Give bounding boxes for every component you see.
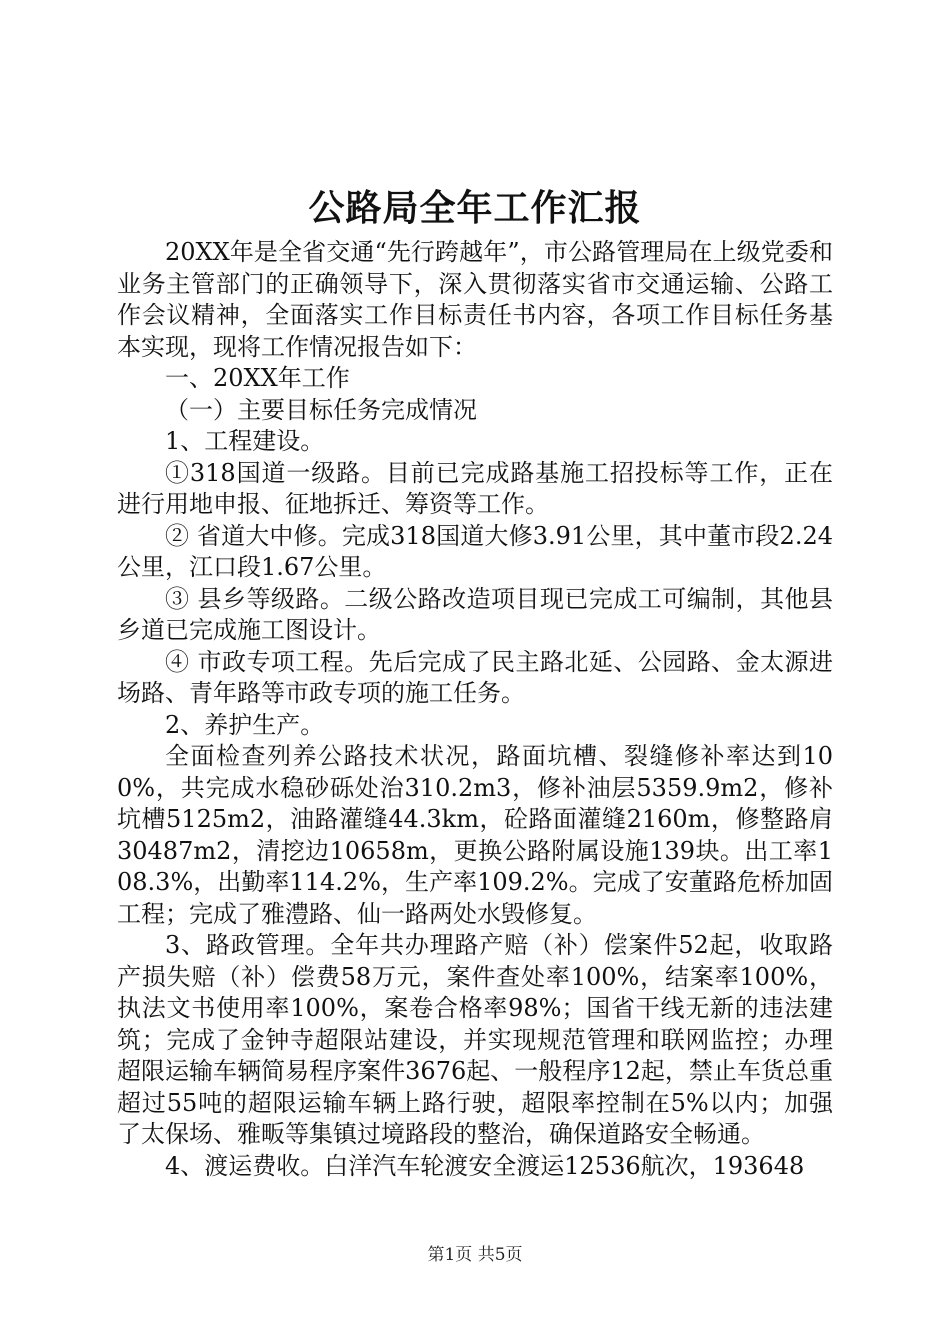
heading-engineering: 1、工程建设。 bbox=[165, 427, 325, 455]
heading-section-1: 一、20XX年工作 bbox=[165, 364, 350, 392]
paragraph-item-1: ①318国道一级路。目前已完成路基施工招投标等工作，正在进行用地申报、征地拆迁、筹资等工作。 bbox=[117, 458, 833, 518]
document-body bbox=[117, 237, 833, 1182]
page-number: 第1页 共5页 bbox=[427, 1245, 523, 1265]
heading-subsection-1: （一）主要目标任务完成情况 bbox=[165, 395, 477, 424]
paragraph-maintenance: 全面检查列养公路技术状况，路面坑槽、裂缝修补率达到100%，共完成水稳砂砾处治310.2m3，修补油层5359.9m2，修补坑槽5125m2，油路灌缝44.3km，砼路面灌缝2160m，修整路肩30487m2，清挖边10658m，更换公路附属设施139块。出工率108.3%，出勤率114.2%，生产率109.2%。完成了安董路危桥加固工程；完成了雅澧路、仙一路两处水毁修复。 bbox=[117, 742, 833, 928]
paragraph-item-4: ④ 市政专项工程。先后完成了民主路北延、公园路、金太源进场路、青年路等市政专项的施工任务。 bbox=[117, 647, 833, 707]
paragraph-road-administration: 3、路政管理。全年共办理路产赔（补）偿案件52起，收取路产损失赔（补）偿费58万元，案件查处率100%，结案率100%，执法文书使用率100%，案卷合格率98%；国省干线无新的违法建筑；完成了金钟寺超限站建设，并实现规范管理和联网监控；办理超限运输车辆简易程序案件3676起、一般程序12起，禁止车货总重超过55吨的超限运输车辆上路行驶，超限率控制在5%以内；加强了太保场、雅畈等集镇过境路段的整治，确保道路安全畅通。 bbox=[117, 931, 833, 1148]
heading-maintenance: 2、养护生产。 bbox=[165, 710, 325, 739]
paragraph-item-2: ② 省道大中修。完成318国道大修3.91公里，其中董市段2.24公里，江口段1.67公里。 bbox=[117, 521, 833, 581]
paragraph-item-3: ③ 县乡等级路。二级公路改造项目现已完成工可编制，其他县乡道已完成施工图设计。 bbox=[117, 584, 833, 644]
document-title: 公路局全年工作汇报 bbox=[308, 188, 642, 229]
paragraph-ferry: 4、渡运费收。白洋汽车轮渡安全渡运12536航次，193648 bbox=[165, 1151, 805, 1180]
paragraph-intro: 20XX年是全省交通“先行跨越年”，市公路管理局在上级党委和业务主管部门的正确领导下，深入贯彻落实省市交通运输、公路工作会议精神，全面落实工作目标责任书内容，各项工作目标任务基本实现，现将工作情况报告如下： bbox=[117, 238, 833, 361]
